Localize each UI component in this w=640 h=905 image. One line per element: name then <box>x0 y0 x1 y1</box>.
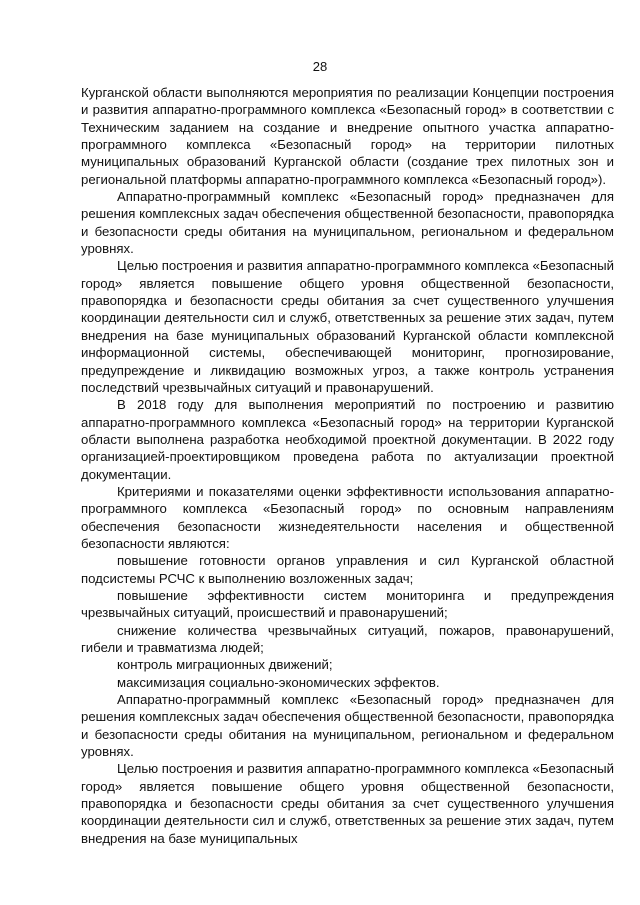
paragraph: В 2018 году для выполнения мероприятий по построению и развитию аппаратно-программного комплекса «Безопасный город» на территории Курганской области выполнена разработка необходимой проектной документации. В 2022 году организацией-проектировщиком проведена работа по актуализации проектной документации. <box>81 397 614 482</box>
paragraph: Аппаратно-программный комплекс «Безопасный город» предназначен для решения комплексных задач обеспечения общественной безопасности, правопорядка и безопасности среды обитания на муниципальном, региональном и федеральном уровнях. <box>81 189 614 257</box>
paragraph: Критериями и показателями оценки эффективности использования аппаратно-программного комплекса «Безопасный город» по основным направлениям обеспечения безопасности жизнедеятельности населения и общественной безопасности являются: <box>81 483 614 551</box>
list-item: контроль миграционных движений; <box>117 657 333 673</box>
page-number: 28 <box>312 59 328 74</box>
paragraph: Целью построения и развития аппаратно-программного комплекса «Безопасный город» является повышение общего уровня общественной безопасности, правопорядка и безопасности среды обитания за счет существенного улучшения координации деятельности сил и служб, ответственных за решение этих задач, путем внедрения на базе муниципальных образований Курганской области комплексной информационной системы, обеспечивающей мониторинг, прогнозирование, предупреждение и ликвидацию возможных угроз, а также контроль устранения последствий чрезвычайных ситуаций и правонарушений. <box>81 258 614 395</box>
paragraph: Аппаратно-программный комплекс «Безопасный город» предназначен для решения комплексных задач обеспечения общественной безопасности, правопорядка и безопасности среды обитания на муниципальном, региональном и федеральном уровнях. <box>81 692 614 760</box>
list-item: снижение количества чрезвычайных ситуаций, пожаров, правонарушений, гибели и травматизма людей; <box>81 622 614 655</box>
paragraph-continuation: Курганской области выполняются мероприятия по реализации Концепции построения и развития аппаратно-программного комплекса «Безопасный город» в соответствии с Техническим заданием на создание и внедрение опытного участка аппаратно-программного комплекса «Безопасный город» на территории пилотных муниципальных образований Курганской области (создание трех пилотных зон и региональной платформы аппаратно-программного комплекса «Безопасный город»). <box>81 85 614 187</box>
list-item: повышение готовности органов управления и сил Курганской областной подсистемы РСЧС к выполнению возложенных задач; <box>81 553 614 586</box>
paragraph: Целью построения и развития аппаратно-программного комплекса «Безопасный город» является повышение общего уровня общественной безопасности, правопорядка и безопасности среды обитания за счет существенного улучшения координации деятельности сил и служб, ответственных за решение этих задач, путем внедрения на базе муниципальных <box>81 761 614 846</box>
document-body <box>81 84 614 847</box>
list-item: максимизация социально-экономических эффектов. <box>117 674 440 690</box>
list-item: повышение эффективности систем мониторинга и предупреждения чрезвычайных ситуаций, происшествий и правонарушений; <box>81 587 614 621</box>
